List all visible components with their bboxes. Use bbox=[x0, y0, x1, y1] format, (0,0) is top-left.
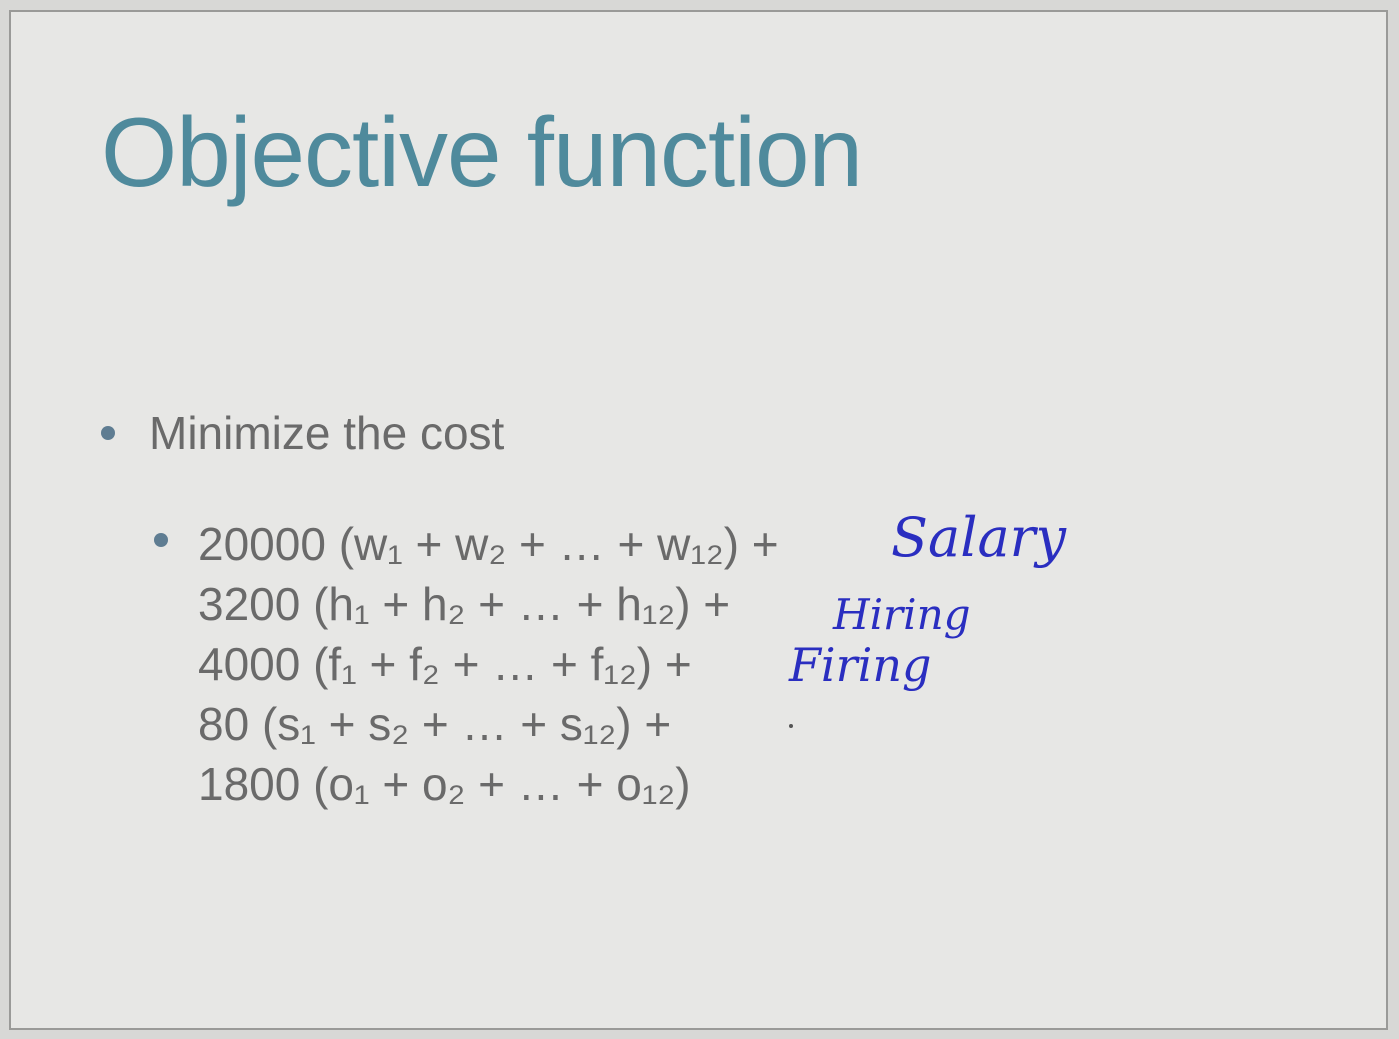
bullet-text: Minimize the cost bbox=[149, 407, 505, 459]
handwritten-salary: Salary bbox=[891, 506, 1066, 569]
formula-line-hiring: 3200 (h₁ + h₂ + … + h₁₂) + bbox=[198, 578, 731, 630]
formula-line-firing: 4000 (f₁ + f₂ + … + f₁₂) + bbox=[198, 638, 692, 690]
slide bbox=[9, 10, 1388, 1030]
formula-line-overtime: 1800 (o₁ + o₂ + … + o₁₂) bbox=[198, 758, 691, 810]
formula-line-storage: 80 (s₁ + s₂ + … + s₁₂) + bbox=[198, 698, 672, 750]
pen-dot bbox=[789, 724, 793, 728]
bullet-dot bbox=[101, 426, 115, 440]
slide-title: Objective function bbox=[101, 97, 862, 207]
sub-bullet-dot bbox=[154, 533, 168, 547]
formula-line-wages: 20000 (w₁ + w₂ + … + w₁₂) + bbox=[198, 518, 779, 570]
cost-formula bbox=[198, 514, 779, 814]
handwritten-firing: Firing bbox=[789, 638, 932, 692]
handwritten-hiring: Hiring bbox=[833, 590, 971, 639]
